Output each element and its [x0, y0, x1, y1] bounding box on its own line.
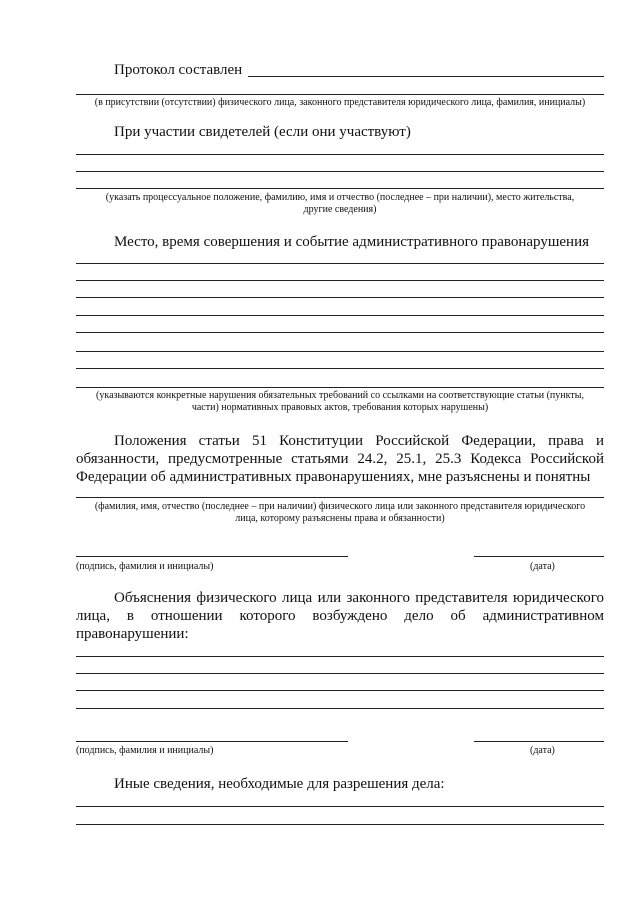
rights-signature-caption: (подпись, фамилия и инициалы) [76, 561, 214, 572]
explanations-signature-field[interactable] [76, 741, 348, 742]
explanations-field-line1[interactable] [76, 656, 604, 657]
rights-name-field[interactable] [76, 497, 604, 498]
explanations-date-field[interactable] [474, 741, 604, 742]
offense-field-line2[interactable] [76, 280, 604, 281]
witnesses-caption-1: (указать процессуальное положение, фамилию, имя и отчество (последнее – при наличии), место жительства, [105, 192, 575, 203]
offense-field-line7[interactable] [76, 368, 604, 369]
witnesses-field-line3[interactable] [76, 188, 604, 189]
explanations-field-line4[interactable] [76, 708, 604, 709]
witnesses-field-line1[interactable] [76, 154, 604, 155]
explanations-date-caption: (дата) [530, 745, 555, 756]
explanations-signature-caption: (подпись, фамилия и инициалы) [76, 745, 214, 756]
other-info-heading: Иные сведения, необходимые для разрешения дела: [114, 776, 445, 792]
rights-signature-field[interactable] [76, 556, 348, 557]
offense-caption-2: части) нормативных правовых актов, требования которых нарушены) [191, 402, 489, 413]
witnesses-caption-2: другие сведения) [303, 204, 377, 215]
rights-date-caption: (дата) [530, 561, 555, 572]
other-info-field-line2[interactable] [76, 824, 604, 825]
protocol-compiled-field-line2[interactable] [76, 94, 604, 95]
offense-field-line5[interactable] [76, 332, 604, 333]
offense-caption-1: (указываются конкретные нарушения обязательных требований со ссылками на соответствующие статьи (пункты, [96, 390, 584, 401]
other-info-field-line1[interactable] [76, 806, 604, 807]
offense-field-line8[interactable] [76, 387, 604, 388]
witnesses-heading: При участии свидетелей (если они участвуют) [114, 124, 411, 140]
rights-date-field[interactable] [474, 556, 604, 557]
offense-heading: Место, время совершения и событие административного правонарушения [114, 234, 589, 250]
witnesses-field-line2[interactable] [76, 171, 604, 172]
offense-field-line1[interactable] [76, 263, 604, 264]
protocol-compiled-caption: (в присутствии (отсутствии) физического лица, законного представителя юридического лица, фамилия, инициалы) [94, 97, 586, 108]
protocol-compiled-field[interactable] [248, 76, 604, 77]
explanations-field-line2[interactable] [76, 673, 604, 674]
offense-field-line6[interactable] [76, 351, 604, 352]
protocol-compiled-label: Протокол составлен [114, 62, 243, 78]
offense-field-line4[interactable] [76, 315, 604, 316]
rights-caption-1: (фамилия, имя, отчество (последнее – при наличии) физического лица или законного представителя юридического [94, 501, 586, 512]
explanations-field-line3[interactable] [76, 690, 604, 691]
rights-paragraph: Положения статьи 51 Конституции Российской Федерации, права и обязанности, предусмотренные статьями 24.2, 25.1, 25.3 Кодекса Российской Федерации об административных правонарушениях, мне разъяснены и понятны [76, 433, 604, 485]
explanations-paragraph: Объяснения физического лица или законного представителя юридического лица, в отношении которого возбуждено дело об административном правонарушении: [76, 590, 604, 642]
offense-field-line3[interactable] [76, 297, 604, 298]
rights-caption-2: лица, которому разъяснены права и обязанности) [235, 513, 445, 524]
